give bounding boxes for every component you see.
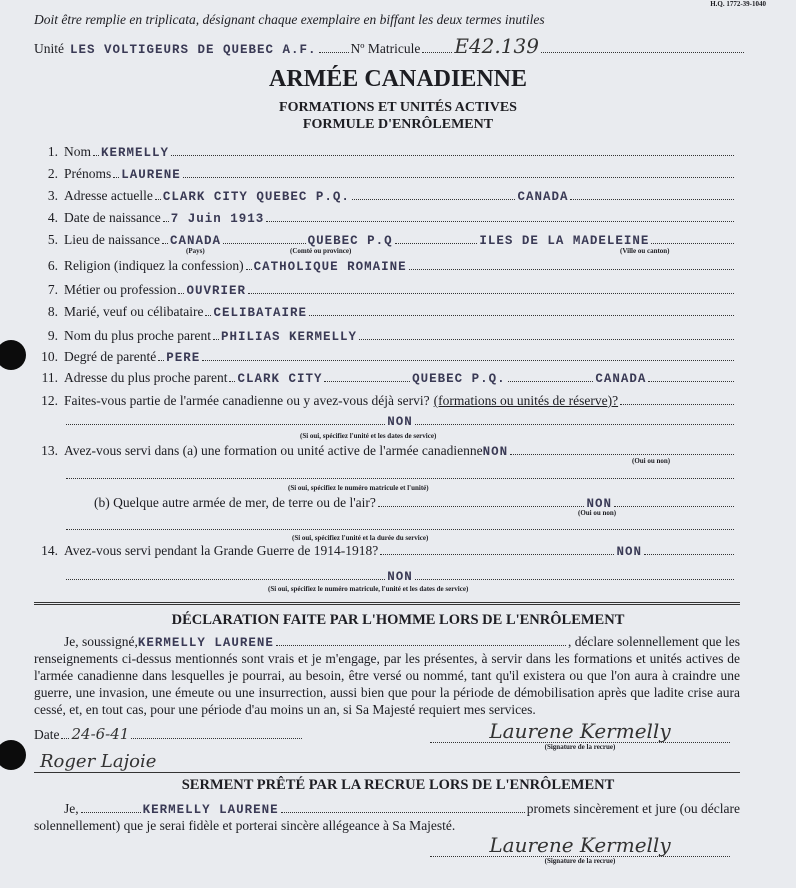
title: ARMÉE CANADIENNE <box>268 66 527 92</box>
field-number: 11. <box>41 370 58 385</box>
field-label: Degré de parenté <box>64 349 157 364</box>
unit-value: LES VOLTIGEURS DE QUEBEC A.F. <box>70 43 317 57</box>
q14-answer <box>64 569 736 584</box>
witness-signature: Roger Lajoie <box>40 751 157 772</box>
field-2 <box>34 166 736 182</box>
question-13a <box>34 443 736 459</box>
question-12 <box>34 393 736 409</box>
field-label: Religion (indiquez la confession) <box>64 258 244 273</box>
q13a-label: Avez-vous servi dans (a) une formation ou unité active de l'armée canadienne <box>64 443 483 458</box>
q12-extra: (formations ou unités de réserve)? <box>433 393 619 408</box>
instruction: Doit être remplie en triplicata, désignant chaque exemplaire en biffant les deux termes inutiles <box>34 12 545 27</box>
field-3 <box>34 188 736 204</box>
field-6 <box>34 258 736 274</box>
field-label: Métier ou profession <box>64 282 177 297</box>
field-number: 7. <box>47 282 58 297</box>
q13b-hint: (Oui ou non) <box>578 509 617 517</box>
field-value: CELIBATAIRE <box>213 306 307 320</box>
field-number: 8. <box>47 304 58 319</box>
q13-number: 13. <box>41 443 58 458</box>
field-number: 9. <box>47 328 58 343</box>
oath-je: Je, <box>64 801 79 816</box>
field-label: Nom <box>64 144 91 159</box>
declaration-and-oath <box>0 610 796 870</box>
recruit-signature-1: Laurene Kermelly <box>489 719 671 743</box>
q14-sub: (Si oui, spécifiez le numéro matricule, l'unité et les dates de service) <box>268 585 469 593</box>
declaration-title: DÉCLARATION FAITE PAR L'HOMME LORS DE L'ENRÔLEMENT <box>171 612 625 628</box>
field-number: 10. <box>41 349 58 364</box>
field-value-2: CANADA <box>517 190 569 204</box>
recruit-signature-block <box>430 720 730 752</box>
field-value: CANADA <box>169 234 221 248</box>
recruit-signature-2: Laurene Kermelly <box>489 833 671 857</box>
date-signature-row <box>34 720 740 752</box>
declaration-text-1: , déclare solennellement que les <box>567 634 740 649</box>
field-number: 6. <box>47 258 58 273</box>
field-value: 7 Juin 1913 <box>170 212 265 226</box>
field-4 <box>34 210 736 226</box>
question-13b <box>94 495 736 511</box>
field-value: OUVRIER <box>186 284 246 298</box>
date-label: Date <box>34 727 60 742</box>
field-label: Date de naissance <box>64 210 161 225</box>
field-number: 4. <box>47 210 58 225</box>
field-7 <box>34 282 736 298</box>
q14-value-2: NON <box>387 570 413 584</box>
field-value: PERE <box>166 351 201 365</box>
q14-value: NON <box>616 545 642 559</box>
matricule-label: Nº Matricule <box>350 41 421 56</box>
field-label: Marié, veuf ou célibataire <box>64 304 204 319</box>
oath-signature-row <box>34 834 740 866</box>
subtitle-1: FORMATIONS ET UNITÉS ACTIVES <box>279 100 517 115</box>
field-1 <box>34 144 736 160</box>
q13a-hint: (Oui ou non) <box>632 457 671 465</box>
field-label: Nom du plus proche parent <box>64 328 211 343</box>
field-sublabel: (Pays) <box>186 247 205 255</box>
oath-signature-block <box>430 834 730 866</box>
field-8 <box>34 304 736 320</box>
date-row <box>34 725 304 743</box>
signature-label: (Signature de la recrue) <box>544 743 616 751</box>
form-code: H.Q. 1772-39-1040 <box>710 0 766 8</box>
matricule-value: E42.139 <box>454 34 539 58</box>
field-9 <box>34 328 736 344</box>
q13b-sub: (Si oui, spécifiez l'unité et la durée du service) <box>292 534 429 542</box>
declaration-name: KERMELLY LAURENE <box>137 636 274 650</box>
q13b-value: NON <box>586 497 612 511</box>
oath-name: KERMELLY LAURENE <box>142 803 279 817</box>
oath-first-line <box>64 801 740 817</box>
field-label: Lieu de naissance <box>64 232 160 247</box>
q13a-sub: (Si oui, spécifiez le numéro matricule et l'unité) <box>288 484 429 492</box>
subtitle-2: FORMULE D'ENRÔLEMENT <box>302 117 494 132</box>
q13b-label: (b) Quelque autre armée de mer, de terre ou de l'air? <box>94 495 376 510</box>
q13a-value: NON <box>482 445 509 459</box>
field-label: Prénoms <box>64 166 112 181</box>
oath-text: solennellement) que je serai fidèle et porterai sincère allégeance à Sa Majesté. <box>34 818 456 833</box>
q12-value: NON <box>387 415 413 429</box>
q12-answer <box>64 414 736 429</box>
field-number: 1. <box>47 144 58 159</box>
oath-title: SERMENT PRÊTÉ PAR LA RECRUE LORS DE L'ENRÔLEMENT <box>181 777 615 793</box>
unit-label: Unité <box>34 41 64 56</box>
field-value: CLARK CITY QUEBEC P.Q. <box>162 190 350 204</box>
field-number: 3. <box>47 188 58 203</box>
question-14 <box>34 543 736 559</box>
field-value: PHILIAS KERMELLY <box>220 330 357 344</box>
field-value: KERMELLY <box>101 146 170 160</box>
q13a-line <box>64 468 736 479</box>
field-value-2: QUEBEC P.Q <box>307 234 393 248</box>
oath-signature-label: (Signature de la recrue) <box>544 857 616 865</box>
field-number: 5. <box>47 232 58 247</box>
field-label: Adresse du plus proche parent <box>64 370 228 385</box>
section-divider <box>34 772 740 773</box>
field-10 <box>34 349 736 365</box>
field-sublabel: (Comté ou province) <box>290 247 352 255</box>
q13b-line <box>64 519 736 530</box>
field-11 <box>34 370 736 386</box>
field-number: 2. <box>47 166 58 181</box>
field-value-2: QUEBEC P.Q. <box>412 372 506 386</box>
declaration-first-line <box>64 634 740 650</box>
field-value: CLARK CITY <box>237 372 323 386</box>
q12-number: 12. <box>41 393 58 408</box>
declaration-je: Je, soussigné, <box>64 634 138 649</box>
declaration-text: renseignements ci-dessus mentionnés sont vrais et je m'engage, par les présentes, à servir dans les formations et unités actives de l'armée canadienne dans lesquelles je pourrai, au besoin, être versé ou nommé, tant qu'il existera ou que l'on aura à craindre une guerre, une invasion, une émeute ou une insurrection, aussi bien que pour la période de démobilisation après que ladite crise aura cessé, et, en tout cas, pour une période d'au moins un an, si Sa Majesté requiert mes services. <box>34 651 740 717</box>
field-label: Adresse actuelle <box>64 188 153 203</box>
q14-label: Avez-vous servi pendant la Grande Guerre de 1914-1918? <box>64 543 379 558</box>
field-value: LAURENE <box>121 168 181 182</box>
field-5 <box>34 232 736 248</box>
q12-sub: (Si oui, spécifiez l'unité et les dates de service) <box>300 432 437 440</box>
field-value: CATHOLIQUE ROMAINE <box>253 260 407 274</box>
oath-text-1: promets sincèrement et jure (ou déclare <box>526 801 740 816</box>
field-sublabel: (Ville ou canton) <box>620 247 670 255</box>
q14-number: 14. <box>41 543 58 558</box>
field-value-3: ILES DE LA MADELEINE <box>479 234 650 248</box>
divider <box>34 602 740 605</box>
date-value: 24-6-41 <box>71 725 130 743</box>
q12-label: Faites-vous partie de l'armée canadienne ou y avez-vous déjà servi? <box>64 393 430 408</box>
field-value-3: CANADA <box>595 372 647 386</box>
unit-row <box>34 34 746 58</box>
punch-hole <box>0 340 26 370</box>
